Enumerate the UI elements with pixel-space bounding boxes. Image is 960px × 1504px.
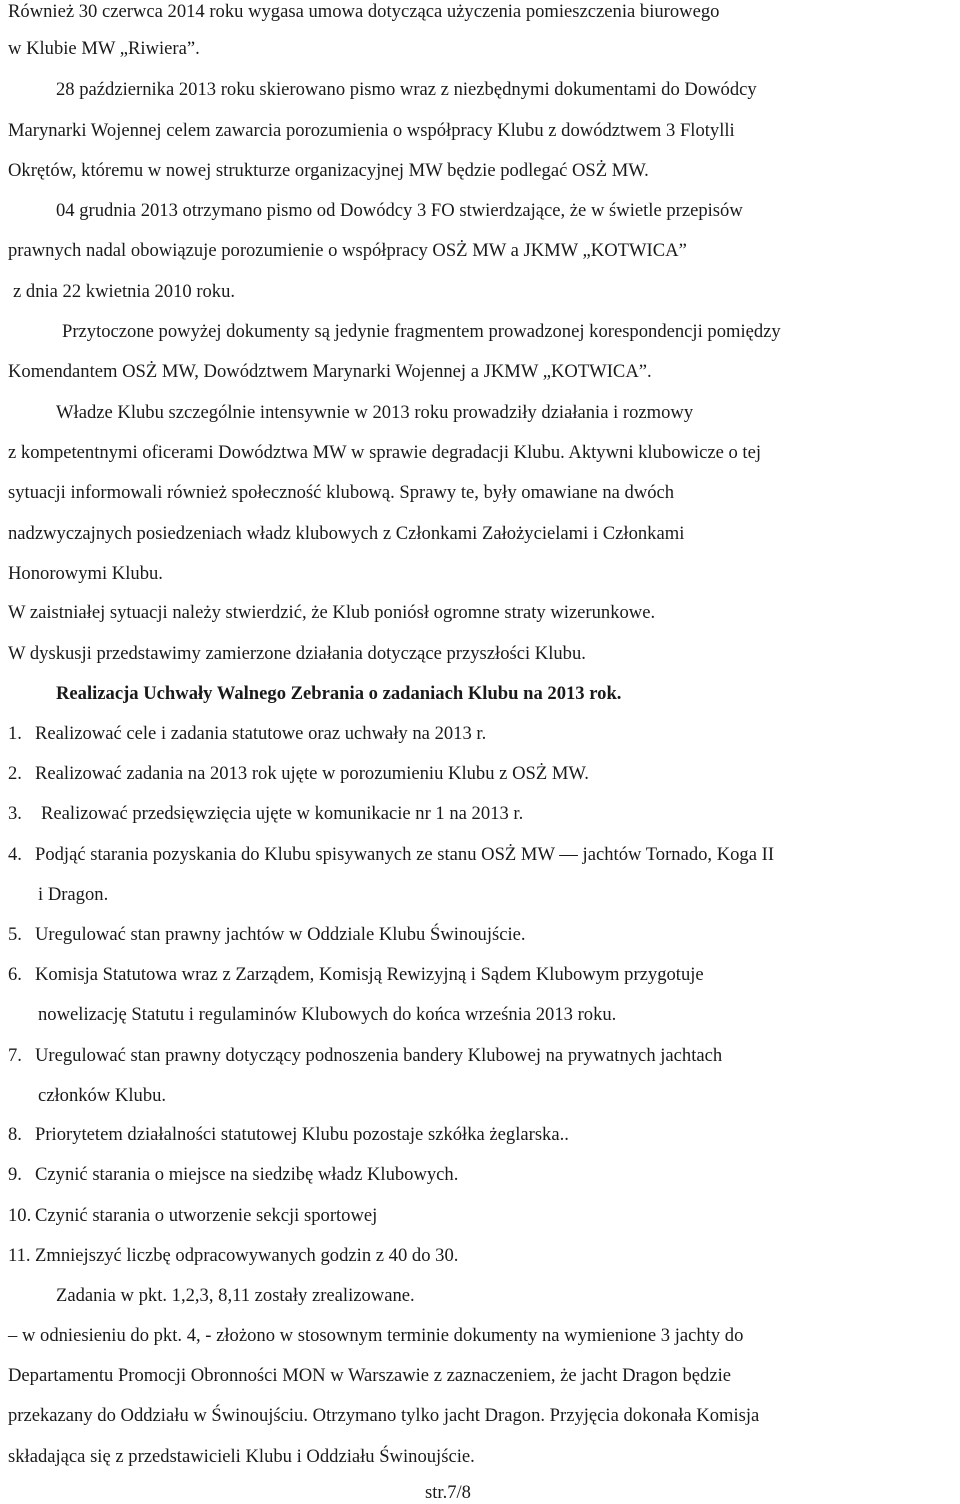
text-line: z kompetentnymi oficerami Dowództwa MW w sprawie degradacji Klubu. Aktywni klubowicze o tej	[8, 442, 762, 463]
text-line: Władze Klubu szczególnie intensywnie w 2013 roku prowadziły działania i rozmowy	[56, 402, 694, 423]
list-item-number: 7.	[8, 1045, 22, 1066]
list-item-text: Realizować przedsięwzięcia ujęte w komunikacie nr 1 na 2013 r.	[41, 803, 524, 824]
list-item-number: 9.	[8, 1164, 22, 1185]
list-item-number: 4.	[8, 844, 22, 865]
list-item-text: członków Klubu.	[38, 1085, 167, 1106]
text-line: Honorowymi Klubu.	[8, 563, 163, 584]
list-item-number: 8.	[8, 1124, 22, 1145]
list-item-number: 11.	[8, 1245, 31, 1266]
list-item-number: 1.	[8, 723, 22, 744]
list-item-text: Realizować cele i zadania statutowe oraz uchwały na 2013 r.	[35, 723, 487, 744]
text-line: Okrętów, któremu w nowej strukturze organizacyjnej MW będzie podlegać OSŻ MW.	[8, 160, 649, 181]
list-item-number: 3.	[8, 803, 22, 824]
text-line: przekazany do Oddziału w Świnoujściu. Otrzymano tylko jacht Dragon. Przyjęcia dokonała Komisja	[8, 1405, 760, 1426]
text-line: Marynarki Wojennej celem zawarcia porozumienia o współpracy Klubu z dowództwem 3 Flotylli	[8, 120, 735, 141]
list-item-text: Uregulować stan prawny dotyczący podnoszenia bandery Klubowej na prywatnych jachtach	[35, 1045, 723, 1066]
text-line: nadzwyczajnych posiedzeniach władz klubowych z Członkami Założycielami i Członkami	[8, 523, 685, 544]
paragraph-6: W zaistniałej sytuacji należy stwierdzić, że Klub poniósł ogromne straty wizerunkowe.	[8, 602, 656, 623]
list-item-text: Podjąć starania pozyskania do Klubu spisywanych ze stanu OSŻ MW — jachtów Tornado, Koga II	[35, 844, 775, 865]
text-line: z dnia 22 kwietnia 2010 roku.	[13, 281, 236, 302]
list-item-number: 5.	[8, 924, 22, 945]
list-item-text: i Dragon.	[38, 884, 109, 905]
text-line: Również 30 czerwca 2014 roku wygasa umowa dotycząca użyczenia pomieszczenia biurowego	[8, 1, 720, 22]
text-line: składająca się z przedstawicieli Klubu i Oddziału Świnoujście.	[8, 1446, 475, 1467]
list-item-number: 10.	[8, 1205, 32, 1226]
text-line: prawnych nadal obowiązuje porozumienie o współpracy OSŻ MW a JKMW „KOTWICA”	[8, 240, 687, 261]
list-item-text: Realizować zadania na 2013 rok ujęte w porozumieniu Klubu z OSŻ MW.	[35, 763, 589, 784]
text-line: Przytoczone powyżej dokumenty są jedynie fragmentem prowadzonej korespondencji pomiędzy	[62, 321, 781, 342]
list-item-text: Komisja Statutowa wraz z Zarządem, Komisją Rewizyjną i Sądem Klubowym przygotuje	[35, 964, 704, 985]
paragraph-7: W dyskusji przedstawimy zamierzone działania dotyczące przyszłości Klubu.	[8, 643, 586, 664]
list-item-text: Uregulować stan prawny jachtów w Oddziale Klubu Świnoujście.	[35, 924, 526, 945]
text-line: w Klubie MW „Riwiera”.	[8, 38, 200, 59]
text-line: 28 października 2013 roku skierowano pismo wraz z niezbędnymi dokumentami do Dowódcy	[56, 79, 757, 100]
list-item-number: 2.	[8, 763, 22, 784]
text-line: 04 grudnia 2013 otrzymano pismo od Dowódcy 3 FO stwierdzające, że w świetle przepisów	[56, 200, 743, 221]
list-item-text: Zmniejszyć liczbę odpracowywanych godzin z 40 do 30.	[35, 1245, 459, 1266]
text-line: – w odniesieniu do pkt. 4, - złożono w stosownym terminie dokumenty na wymienione 3 jachty do	[8, 1325, 744, 1346]
list-item-text: Czynić starania o utworzenie sekcji sportowej	[35, 1205, 378, 1226]
text-line: sytuacji informowali również społeczność klubową. Sprawy te, były omawiane na dwóch	[8, 482, 675, 503]
text-line: Departamentu Promocji Obronności MON w Warszawie z zaznaczeniem, że jacht Dragon będzie	[8, 1365, 732, 1386]
list-item-text: Czynić starania o miejsce na siedzibę władz Klubowych.	[35, 1164, 459, 1185]
completion-summary: Zadania w pkt. 1,2,3, 8,11 zostały zrealizowane.	[56, 1285, 415, 1306]
section-heading: Realizacja Uchwały Walnego Zebrania o zadaniach Klubu na 2013 rok.	[56, 683, 622, 704]
list-item-text: Priorytetem działalności statutowej Klubu pozostaje szkółka żeglarska..	[35, 1124, 569, 1145]
text-line: Komendantem OSŻ MW, Dowództwem Marynarki Wojennej a JKMW „KOTWICA”.	[8, 361, 652, 382]
list-item-text: nowelizację Statutu i regulaminów Klubowych do końca września 2013 roku.	[38, 1004, 617, 1025]
list-item-number: 6.	[8, 964, 22, 985]
page-number: str.7/8	[425, 1482, 471, 1503]
